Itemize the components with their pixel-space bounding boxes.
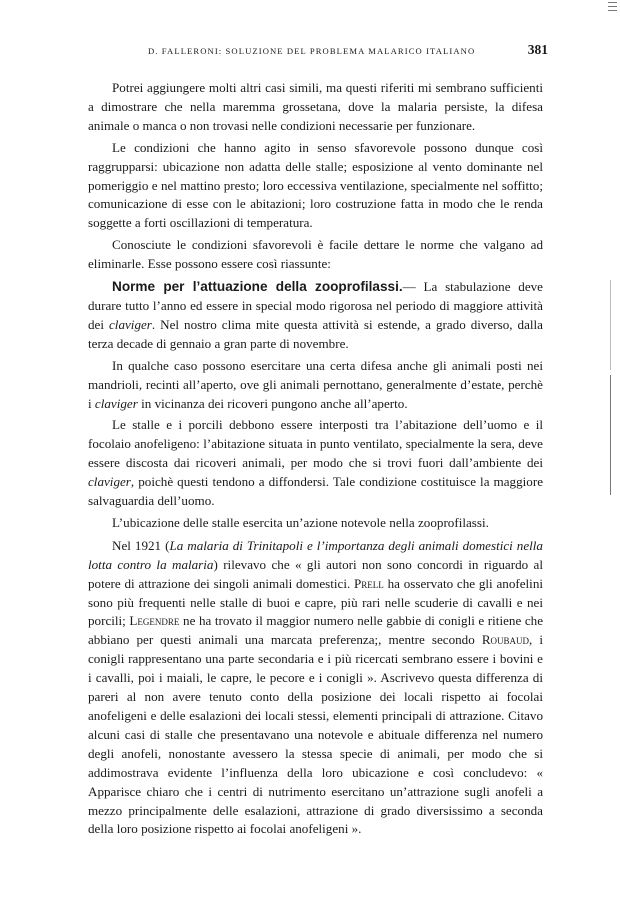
paragraph-5-text-b: in vicinanza dei ricoveri pungono anche all’aperto. [141,395,408,411]
paragraph-1: Potrei aggiungere molti altri casi simili, ma questi riferiti mi sembrano sufficienti a dimostrare che nella maremma grossetana, dove la malaria persiste, la difesa animale o manca o non trovasi nelle condizioni necessarie per funzionare. [88,80,543,133]
paragraph-4-claviger: claviger [109,316,152,332]
scan-mark-2 [608,6,617,7]
scan-edge-line-lower [610,375,611,495]
paragraph-6 [88,416,543,511]
author-legendre: Legendre [129,613,180,629]
paragraph-5 [88,357,543,414]
paragraph-4-text-a: — La stabulazione deve durare tutto l’anno ed essere in special modo rigorosa nel periodo di maggiore attività dei [88,279,543,332]
paragraph-5-text-a: In qualche caso possono esercitare una certa difesa anche gli animali posti nei mandrioli, recinti all’aperto, ove gli animali pernottano, generalmente d’estate, perchè i [88,357,543,411]
running-head: D. FALLERONI: SOLUZIONE DEL PROBLEMA MALARICO ITALIANO [148,46,476,56]
paragraph-8-text-b: ) rilevavo che « gli autori non sono concordi in riguardo al potere di attrazione dei singoli animali domestici. [88,556,544,591]
paragraph-6-text-b: , poichè questi tendono a diffondersi. Tale condizione costituisce la maggiore salvaguardia dell’uomo. [88,474,543,509]
paragraph-4 [88,278,543,354]
paragraph-8 [88,537,543,840]
body-text [88,79,543,842]
paragraph-4-text-b: . Nel nostro clima mite questa attività si estende, a grado diverso, dalla terza decade di gennaio a gran parte di novembre. [88,316,543,351]
scan-mark-3 [608,10,617,11]
section-heading: Norme per l’attuazione della zooprofilassi. [112,279,403,295]
scan-edge-line-upper [610,280,611,370]
scan-edge-marks [600,0,620,900]
paragraph-7: L’ubicazione delle stalle esercita un’azione notevole nella zooprofilassi. [112,514,489,530]
paragraph-6-text-a: Le stalle e i porcili debbono essere interposti tra l’abitazione dell’uomo e il focolaio anofeligeno: l’abitazione situata in punto ventilato, specialmente la sera, deve essere discosta dai ricoveri animali, per modo che si trovi fuori dall’ambiente dei [88,417,543,471]
paragraph-3: Conosciute le condizioni sfavorevoli è facile dettare le norme che valgano ad eliminarle. Esse possono essere così riassunte: [88,237,543,272]
paragraph-2: Le condizioni che hanno agito in senso sfavorevole possono dunque così raggrupparsi: ubicazione non adatta delle stalle; esposizione al vento dominante nel pomeriggio e nel mattino presto; loro eccessiva ventilazione, specialmente nel soffitto; comunicazione di esse con le abitazioni; loro costruzione fatta in modo che le renda soggette a forti oscillazioni di temperatura. [88,139,543,231]
page-header [88,44,548,60]
paragraph-6-claviger: claviger [88,474,131,490]
scan-mark-1 [608,2,617,3]
author-prell: Prell [354,575,384,591]
author-roubaud: Roubaud [481,632,530,648]
cited-work-title: La malaria di Trinitapoli e l’importanza degli animali domestici nella lotta contro la malaria [88,537,543,572]
paragraph-8-text-a: Nel 1921 ( [112,537,170,553]
paragraph-8-text-e: , i conigli rappresentano una parte secondaria e i più ricercati sembrano essere i bovini e i cavalli, poi i maiali, le capre, le pecore e i conigli ». Ascrivevo questa differenza di pareri al non avere tenuto conto della posizione dei locali rispetto ai focolai anofeligeni e delle esalazioni dei locali stessi, elementi principali di attrazione. Citavo alcuni casi di stalle che presentavano una notevole e abituale differenza nel numero degli anofeli, nonostante avessero la stessa specie di animali, per modo che si addimostrava evidente l’influenza della loro ubicazione e così concludevo: « Apparisce chiaro che i centri di nutrimento esercitano un’attrazione sugli anofeli a mezzo principalmente delle esalazioni, attrazione di grado diversissimo a seconda della loro posizione rispetto ai focolai anofeligeni ». [88,632,543,837]
page-number: 381 [527,42,548,57]
paragraph-8-text-d: ne ha trovato il maggior numero nelle gabbie di conigli e ritiene che abbiano per questi animali una marcata preferenza;, mentre secondo [88,613,544,648]
paragraph-5-claviger: claviger [94,395,138,411]
paragraph-8-text-c: ha osservato che gli anofelini sono più frequenti nelle stalle di buoi e capre, più rari nelle scuderie di cavalli e nei porcili; [88,575,543,629]
